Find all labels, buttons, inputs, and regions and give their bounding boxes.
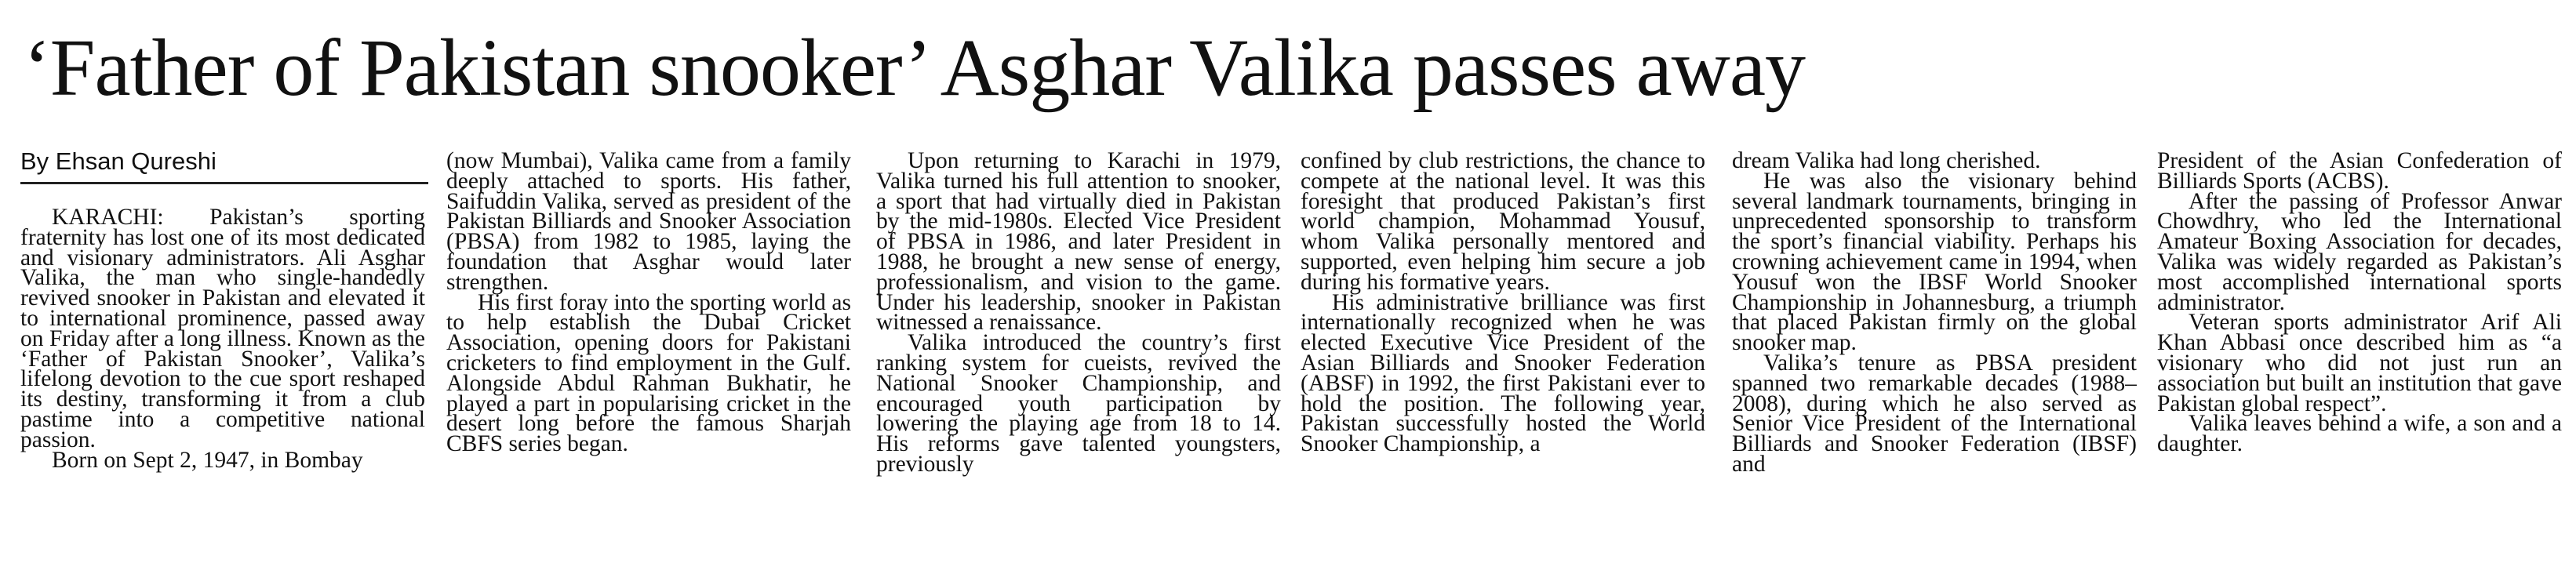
paragraph: (now Mumbai), Valika came from a family deeply attached to sports. His father, Saifuddin Valika, served as president of the Pakistan Billiards and Snooker Association (PBSA) from 1982 to 1985, laying the foundation that Asghar would later strengthen.: [446, 151, 851, 295]
paragraph: confined by club restrictions, the chance to compete at the national level. It was this foresight that produced Pakistan’s first world champion, Mohammad Yousuf, whom Valika personally mentored and supported, even helping him secure a job during his formative years.: [1301, 151, 1705, 295]
paragraph: Upon returning to Karachi in 1979, Valika turned his full attention to snooker, a sport that had virtually died in Pakistan by the mid-1980s. Elected Vice President of PBSA in 1986, and later President in 1988, he brought a new sense of energy, professionalism, and vision to the game. Under his leadership, snooker in Pakistan witnessed a renaissance.: [876, 151, 1281, 336]
article-column-3: [876, 151, 1281, 581]
paragraph: dream Valika had long cherished.: [1732, 151, 2041, 173]
paragraph: Veteran sports administrator Arif Ali Khan Abbasi once described him as “a visionary who did not just run an association but built an institution that gave Pakistan global respect”.: [2157, 310, 2562, 416]
paragraph: He was also the visionary behind several landmark tournaments, bringing in unprecedented sponsorship to transform the sport’s financial viability. Perhaps his crowning achievement came in 1994, when Yousuf won the IBSF World Snooker Championship in Johannesburg, a triumph that placed Pakistan firmly on the global snooker map.: [1732, 168, 2137, 356]
paragraph: Born on Sept 2, 1947, in Bombay: [52, 447, 363, 473]
paragraph: His administrative brilliance was first internationally recognized when he was elected Executive Vice President of the Asian Billiards and Snooker Federation (ABSF) in 1992, the first Pakistani ever to hold the position. The following year, Pakistan successfully hosted the World Snooker Championship, a: [1301, 289, 1705, 457]
article-column-4: [1301, 151, 1705, 581]
paragraph: President of the Asian Confederation of Billiards Sports (ACBS).: [2157, 151, 2562, 194]
article-column-6: [2157, 151, 2562, 581]
paragraph: After the passing of Professor Anwar Chowdhry, who led the International Amateur Boxing Association for decades, Valika was widely regarded as Pakistan’s most accomplished international sports administrator.: [2157, 188, 2562, 315]
byline: By Ehsan Qureshi: [20, 146, 428, 184]
paragraph: Valika introduced the country’s first ranking system for cueists, revived the National Snooker Championship, and encouraged youth participation by lowering the playing age from 18 to 14. His reforms gave talented youngsters, previously: [876, 330, 1281, 477]
paragraph: His first foray into the sporting world as to help establish the Dubai Cricket Association, opening doors for Pakistani cricketers to find employment in the Gulf. Alongside Abdul Rahman Bukhatir, he played a part in popularising cricket in the desert long before the famous Sharjah CBFS series began.: [446, 289, 851, 457]
paragraph: Valika leaves behind a wife, a son and a daughter.: [2157, 411, 2562, 457]
paragraph: Valika’s tenure as PBSA president spanned two remarkable decades (1988–2008), during which he also served as Senior Vice President of the International Billiards and Snooker Federation (IBSF) and: [1732, 350, 2137, 477]
paragraph: KARACHI: Pakistan’s sporting fraternity has lost one of its most dedicated and visionary administrators. Ali Asghar Valika, the man who single-handedly revived snooker in Pakistan and elevated it to international prominence, passed away on Friday after a long illness. Known as the ‘Father of Pakistan Snooker’, Valika’s lifelong devotion to the cue sport reshaped its destiny, transforming it from a club pastime into a competitive national passion.: [20, 208, 425, 452]
article-column-5: [1732, 151, 2137, 581]
article-column-2: [446, 151, 851, 581]
article-column-1: [20, 208, 425, 581]
headline: ‘Father of Pakistan snooker’ Asghar Valika passes away: [24, 23, 1806, 113]
